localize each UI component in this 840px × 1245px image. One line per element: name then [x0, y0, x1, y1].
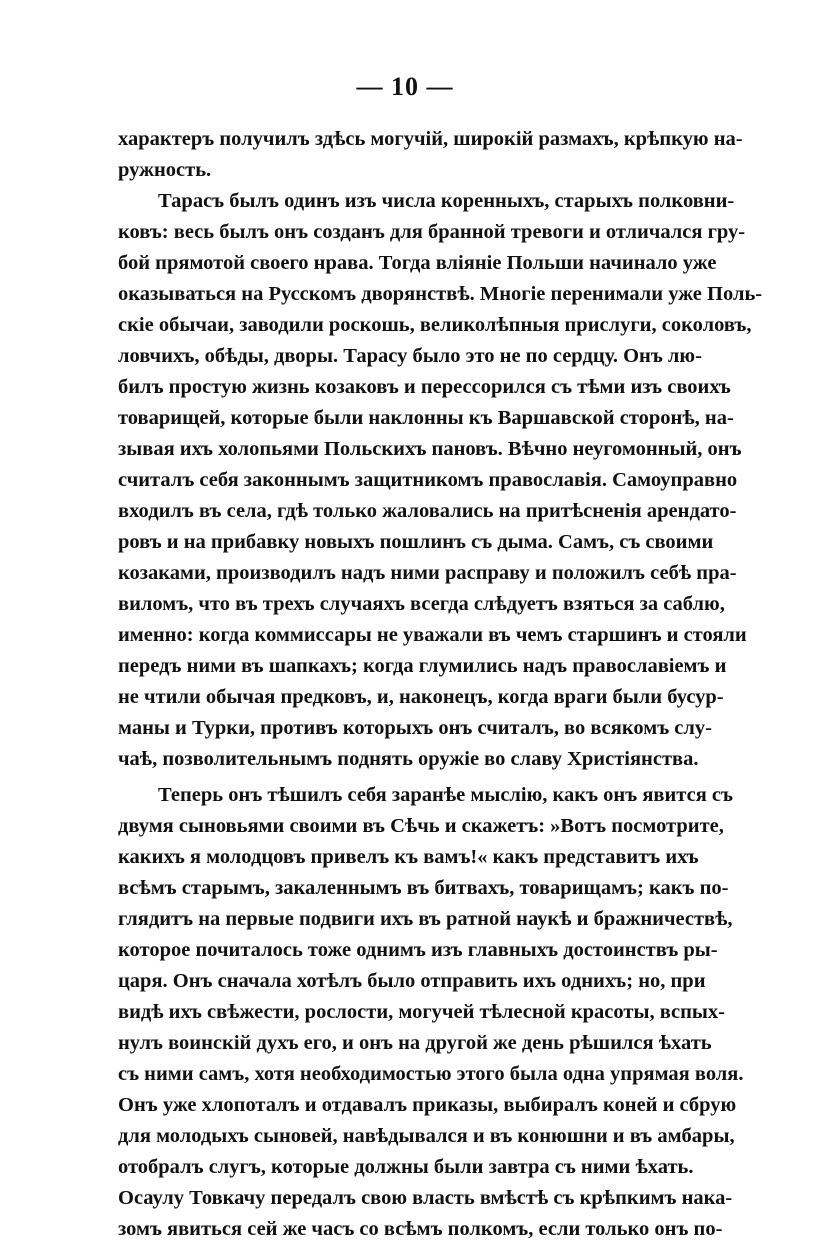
paragraph-first-line: Теперь онъ тѣшилъ себя заранѣе мыслію, какъ онъ явится съ [158, 784, 733, 806]
text-line: ружность. [118, 159, 212, 181]
text-line: царя. Онъ сначала хотѣлъ было отправить ихъ однихъ; но, при [118, 970, 706, 992]
text-line: отобралъ слугъ, которые должны были завтра съ ними ѣхать. [118, 1156, 694, 1178]
text-line: зомъ явиться сей же часъ со всѣмъ полкомъ, если только онъ по- [118, 1218, 723, 1240]
text-line: билъ простую жизнь козаковъ и перессорился съ тѣми изъ своихъ [118, 376, 731, 398]
text-line: двумя сыновьями своими въ Сѣчь и скажетъ: »Вотъ посмотрите, [118, 815, 724, 837]
text-line: не чтили обычая предковъ, и, наконецъ, когда враги были бусур- [118, 686, 724, 708]
text-line: входилъ въ села, гдѣ только жаловались на притѣсненія арендато- [118, 500, 737, 522]
text-line: для молодыхъ сыновей, навѣдывался и въ конюшни и въ амбары, [118, 1125, 735, 1147]
text-line: считалъ себя законнымъ защитникомъ православія. Самоуправно [118, 469, 738, 491]
text-line: козаками, производилъ надъ ними расправу и положилъ себѣ пра- [118, 562, 737, 584]
text-line: Осаулу Товкачу передалъ свою власть вмѣстѣ съ крѣпкимъ нака- [118, 1187, 733, 1209]
text-line: Онъ уже хлопоталъ и отдавалъ приказы, выбиралъ коней и сбрую [118, 1094, 737, 1116]
text-line: маны и Турки, противъ которыхъ онъ считалъ, во всякомъ слу- [118, 717, 712, 739]
text-line: бой прямотой своего нрава. Тогда вліяніе Польши начинало уже [118, 252, 717, 274]
text-line: чаѣ, позволительнымъ поднять оружіе во славу Христіянства. [118, 748, 699, 770]
text-line: характеръ получилъ здѣсь могучій, широкій размахъ, крѣпкую на- [118, 128, 743, 150]
text-line: оказываться на Русскомъ дворянствѣ. Многіе перенимали уже Поль- [118, 283, 763, 305]
body-text [118, 124, 763, 1245]
text-line: какихъ я молодцовъ привелъ къ вамъ!« какъ представитъ ихъ [118, 846, 699, 868]
text-line: скіе обычаи, заводили роскошь, великолѣпныя прислуги, соколовъ, [118, 314, 752, 336]
text-line: передъ ними въ шапкахъ; когда глумились надъ православіемъ и [118, 655, 727, 677]
paragraph-first-line: Тарасъ былъ одинъ изъ числа коренныхъ, старыхъ полковни- [158, 190, 735, 212]
text-line: виломъ, что въ трехъ случаяхъ всегда слѣдуетъ взяться за саблю, [118, 593, 725, 615]
text-line: ловчихъ, обѣды, дворы. Тарасу было это не по сердцу. Онъ лю- [118, 345, 702, 367]
text-line: глядитъ на первые подвиги ихъ въ ратной наукѣ и бражничествѣ, [118, 908, 733, 930]
text-line: именно: когда коммиссары не уважали въ чемъ старшинъ и стояли [118, 624, 747, 646]
text-line: всѣмъ старымъ, закаленнымъ въ битвахъ, товарищамъ; какъ по- [118, 877, 729, 899]
page-number: — 10 — [356, 72, 454, 101]
text-line: товарищей, которые были наклонны къ Варшавской сторонѣ, на- [118, 407, 734, 429]
text-line: нулъ воинскій духъ его, и онъ на другой же день рѣшился ѣхать [118, 1032, 712, 1054]
text-line: ровъ и на прибавку новыхъ пошлинъ съ дыма. Самъ, съ своими [118, 531, 714, 553]
text-line: видѣ ихъ свѣжести, рослости, могучей тѣлесной красоты, вспых- [118, 1001, 726, 1023]
text-line: которое почиталось тоже однимъ изъ главныхъ достоинствъ ры- [118, 939, 718, 961]
text-line: съ ними самъ, хотя необходимостью этого была одна упрямая воля. [118, 1063, 744, 1085]
text-line: зывая ихъ холопьями Польскихъ пановъ. Вѣчно неугомонный, онъ [118, 438, 742, 460]
text-line: ковъ: весь былъ онъ созданъ для бранной тревоги и отличался гру- [118, 221, 746, 243]
